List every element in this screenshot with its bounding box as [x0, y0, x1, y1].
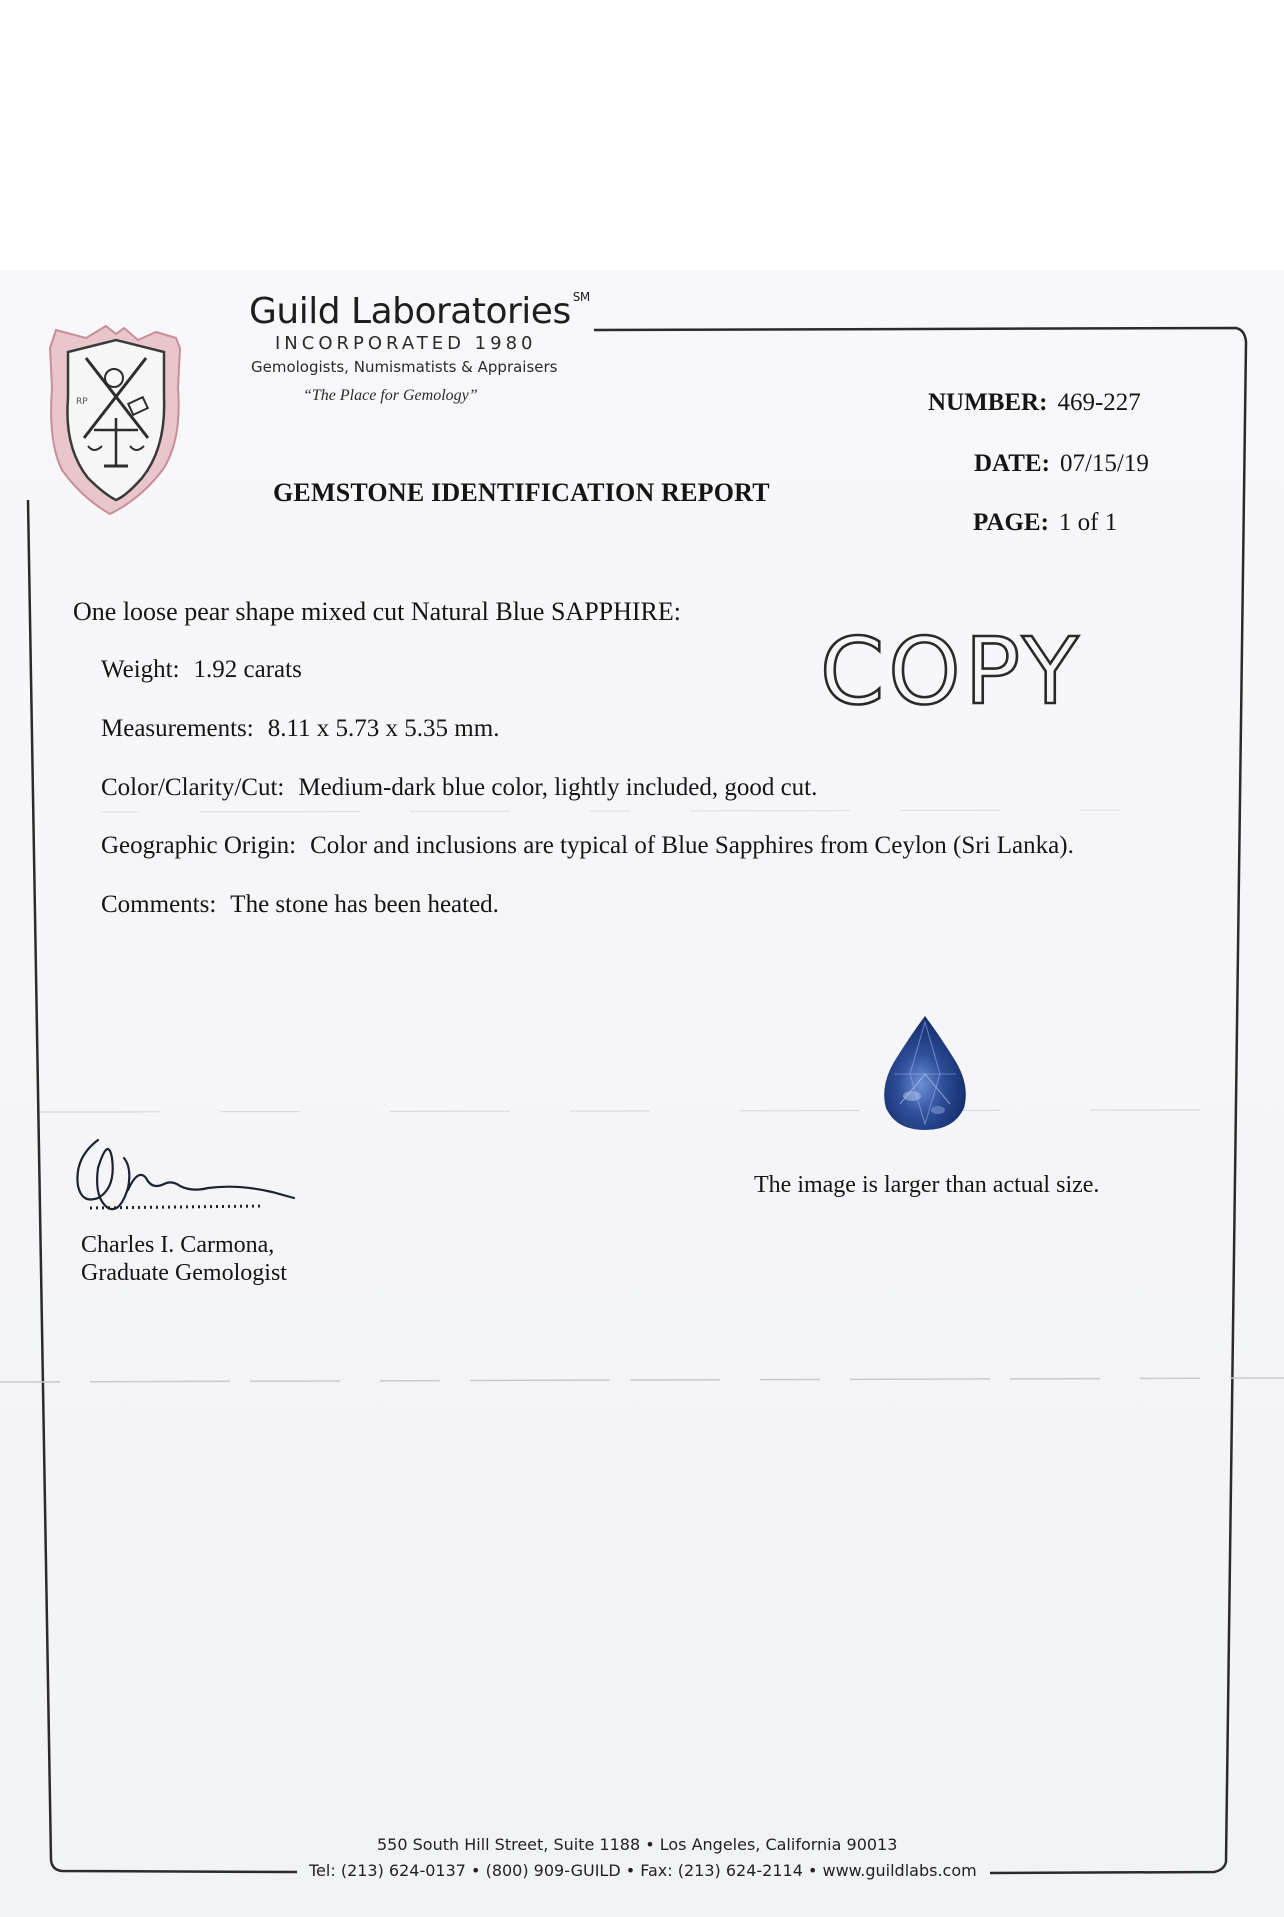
- lab-incorporated: INCORPORATED 1980: [275, 333, 537, 354]
- comments-row: [101, 891, 499, 919]
- weight-row: [101, 656, 302, 684]
- footer-address: 550 South Hill Street, Suite 1188 • Los Angeles, California 90013: [377, 1835, 898, 1854]
- svg-text:RP: RP: [76, 397, 88, 407]
- report-page-label: PAGE:: [973, 509, 1049, 536]
- signer-name: Charles I. Carmona,: [81, 1232, 275, 1258]
- photo-background-top: [0, 0, 1284, 275]
- guild-crest-logo: [46, 318, 186, 518]
- lab-name: [249, 290, 590, 332]
- lab-tagline: “The Place for Gemology”: [303, 387, 478, 404]
- report-date-label: DATE:: [974, 450, 1050, 477]
- measurements-row: [101, 715, 499, 743]
- geographic-origin-label: Geographic Origin:: [101, 832, 297, 859]
- report-title: GEMSTONE IDENTIFICATION REPORT: [273, 478, 770, 507]
- report-page: [973, 509, 1117, 537]
- report-number-value: 469-227: [1057, 389, 1141, 416]
- report-page-value: 1 of 1: [1058, 509, 1118, 536]
- report-date-value: 07/15/19: [1059, 450, 1149, 477]
- report-number-label: NUMBER:: [928, 389, 1048, 416]
- sapphire-gem-image: [880, 1014, 970, 1132]
- image-size-note: The image is larger than actual size.: [754, 1172, 1100, 1198]
- weight-label: Weight:: [101, 656, 180, 683]
- report-number: [928, 389, 1141, 417]
- color-clarity-cut-label: Color/Clarity/Cut:: [101, 774, 285, 801]
- copy-stamp: COPY: [820, 618, 1083, 725]
- geographic-origin-row: [101, 832, 1074, 860]
- signer-title: Graduate Gemologist: [81, 1260, 287, 1286]
- color-clarity-cut-row: [101, 774, 817, 802]
- lab-name-text: Guild Laboratories: [249, 291, 571, 332]
- lab-subtitle: Gemologists, Numismatists & Appraisers: [251, 358, 558, 376]
- comments-label: Comments:: [101, 891, 217, 918]
- comments-value: The stone has been heated.: [230, 891, 499, 918]
- stone-description: One loose pear shape mixed cut Natural Blue SAPPHIRE:: [73, 597, 681, 626]
- handwritten-signature: [68, 1128, 308, 1228]
- measurements-label: Measurements:: [101, 715, 254, 742]
- footer-contact: Tel: (213) 624-0137 • (800) 909-GUILD • Fax: (213) 624-2114 • www.guildlabs.com: [309, 1861, 977, 1880]
- weight-value: 1.92 carats: [193, 656, 302, 683]
- color-clarity-cut-value: Medium-dark blue color, lightly included, good cut.: [298, 774, 818, 801]
- geographic-origin-value: Color and inclusions are typical of Blue Sapphires from Ceylon (Sri Lanka).: [310, 832, 1074, 859]
- measurements-value: 8.11 x 5.73 x 5.35 mm.: [267, 715, 500, 742]
- report-date: [974, 450, 1149, 478]
- service-mark: SM: [572, 290, 590, 304]
